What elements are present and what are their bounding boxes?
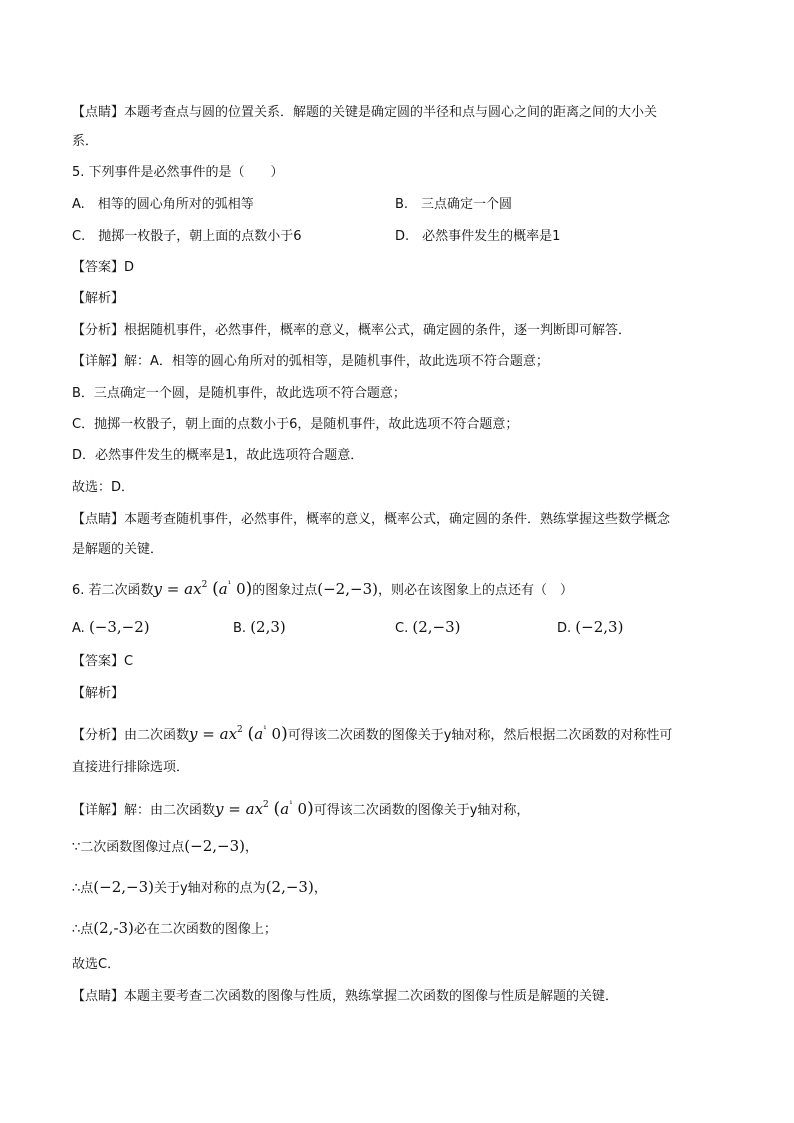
q6-analysis-heading: 【解析】 — [72, 686, 125, 701]
q5-option-b: B. 三点确定一个圆 — [395, 197, 513, 212]
q5-tip-continuation: 是解题的关键． — [72, 542, 164, 557]
q6-tip: 【点睛】本题主要考查二次函数的图像与性质，熟练掌握二次函数的图像与性质是解题的关键． — [72, 989, 619, 1004]
prev-tip-line: 【点睛】本题考查点与圆的位置关系．解题的关键是确定圆的半径和点与圆心之间的距离之间的大小关 — [72, 105, 658, 120]
q6-analysis: 【分析】由二次函数$y = ax^2$ ($a^{^1}$ 0)可得该二次函数的图像关于y轴对称，然后根据二次函数的对称性可 — [72, 724, 673, 744]
quadratic-equation-analysis: $y = ax^2$ ($a^{^1}$ 0) — [189, 724, 288, 744]
q6-choice: 故选C． — [72, 957, 121, 972]
q5-detail-1: 【详解】解：A．相等的圆心角所对的弧相等，是随机事件，故此选项不符合题意； — [72, 354, 549, 369]
q5-option-c: C. 抛掷一枚骰子，朝上面的点数小于6 — [72, 229, 302, 244]
q6-option-a: A. (−3,−2) — [72, 618, 150, 636]
q5-answer: 【答案】D — [72, 260, 135, 275]
q6-because-line: ∵二次函数图像过点(−2,−3)， — [72, 837, 258, 855]
q5-detail-4: D．必然事件发生的概率是1，故此选项符合题意． — [72, 448, 364, 463]
prev-tip-continuation: 系． — [72, 134, 99, 149]
q6-answer: 【答案】C — [72, 654, 134, 669]
q6-option-d: D. (−2,3) — [557, 618, 624, 636]
q6-therefore-line-2: ∴点(2,-3)必在二次函数的图像上； — [72, 919, 277, 937]
quadratic-equation: $y = ax^2$ ($a^{^1}$ 0) — [153, 579, 253, 599]
point-stem: (−2,−3) — [317, 580, 378, 598]
q5-analysis-heading: 【解析】 — [72, 291, 125, 306]
q5-option-a: A. 相等的圆心角所对的弧相等 — [72, 197, 254, 212]
q5-detail-2: B．三点确定一个圆，是随机事件，故此选项不符合题意； — [72, 386, 406, 401]
q6-detail: 【详解】解：由二次函数$y = ax^2$ ($a^{^1}$ 0)可得该二次函数的图像关于y轴对称， — [72, 799, 530, 819]
quadratic-equation-detail: $y = ax^2$ ($a^{^1}$ 0) — [215, 799, 314, 819]
q5-detail-3: C．抛掷一枚骰子，朝上面的点数小于6，是随机事件，故此选项不符合题意； — [72, 417, 519, 432]
q6-option-c: C. (2,−3) — [395, 618, 461, 636]
q6-option-b: B. (2,3) — [233, 618, 286, 636]
q5-option-d: D. 必然事件发生的概率是1 — [395, 229, 561, 244]
q6-therefore-line-1: ∴点(−2,−3)关于y轴对称的点为(2,−3)， — [72, 878, 327, 896]
q5-analysis: 【分析】根据随机事件，必然事件，概率的意义，概率公式，确定圆的条件，逐一判断即可解答． — [72, 323, 632, 338]
q5-choice: 故选：D． — [72, 480, 135, 495]
q6-stem: 6. 若二次函数$y = ax^2$ ($a^{^1}$ 0)的图象过点(−2,−3)，则必在该图象上的点还有（ ） — [72, 579, 573, 599]
q6-analysis-continuation: 直接进行排除选项． — [72, 760, 190, 775]
q5-tip: 【点睛】本题考查随机事件，必然事件，概率的意义，概率公式，确定圆的条件．熟练掌握这些数学概念 — [72, 512, 671, 527]
q5-stem: 5. 下列事件是必然事件的是（ ） — [72, 165, 284, 180]
